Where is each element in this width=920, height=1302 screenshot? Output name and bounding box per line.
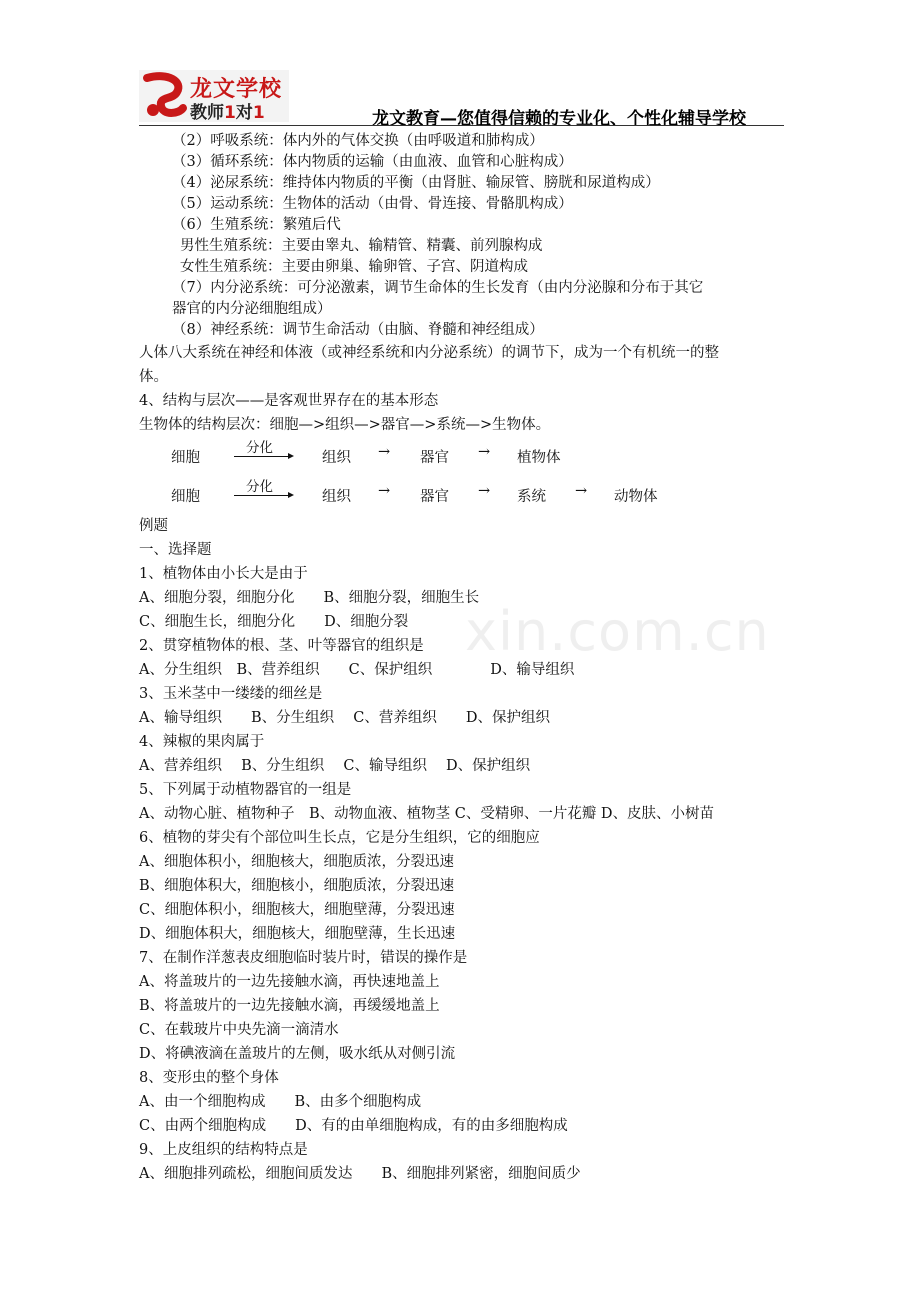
system-item: （8）神经系统：调节生命活动（由脑、脊髓和神经组成） <box>172 322 544 338</box>
question-line: 5、下列属于动植物器官的一组是 <box>139 782 352 798</box>
arrow-right-icon: → <box>378 444 391 460</box>
question-line: D、将碘液滴在盖玻片的左侧，吸水纸从对侧引流 <box>139 1046 456 1062</box>
arrow-right-icon: → <box>378 483 391 499</box>
arrow-right-icon: → <box>478 444 491 460</box>
system-subitem: 女性生殖系统：主要由卵巢、输卵管、子宫、阴道构成 <box>180 259 528 275</box>
question-line: A、将盖玻片的一边先接触水滴，再快速地盖上 <box>139 974 440 990</box>
diagram-node: 动物体 <box>614 489 658 505</box>
watermark: xin.com.cn <box>465 600 770 663</box>
page-header <box>0 0 920 130</box>
question-line: A、输导组织 B、分生组织 C、营养组织 D、保护组织 <box>139 710 550 726</box>
diagram-node: 器官 <box>420 450 449 466</box>
system-item: （6）生殖系统：繁殖后代 <box>172 217 341 233</box>
diagram-node: 细胞 <box>171 450 200 466</box>
question-line: A、细胞体积小，细胞核大，细胞质浓，分裂迅速 <box>139 854 454 870</box>
arrow-right-icon: → <box>575 483 588 499</box>
paragraph: 生物体的结构层次：细胞—>组织—>器官—>系统—>生物体。 <box>139 417 551 433</box>
question-line: 2、贯穿植物体的根、茎、叶等器官的组织是 <box>139 638 424 654</box>
question-line: B、将盖玻片的一边先接触水滴，再缓缓地盖上 <box>139 998 440 1014</box>
question-line: A、动物心脏、植物种子 B、动物血液、植物茎 C、受精卵、一片花瓣 D、皮肤、小树苗 <box>139 806 715 822</box>
diagram-node: 组织 <box>322 450 351 466</box>
section-heading: 4、结构与层次——是客观世界存在的基本形态 <box>139 393 439 409</box>
question-line: 3、玉米茎中一缕缕的细丝是 <box>139 686 323 702</box>
system-item: （3）循环系统：体内物质的运输（由血液、血管和心脏构成） <box>172 154 573 170</box>
question-line: 1、植物体由小长大是由于 <box>139 566 308 582</box>
question-line: B、细胞体积大，细胞核小，细胞质浓，分裂迅速 <box>139 878 455 894</box>
question-line: 9、上皮组织的结构特点是 <box>139 1142 308 1158</box>
paragraph: 体。 <box>139 369 168 385</box>
arrow-right-icon: → <box>478 483 491 499</box>
diagram-node: 系统 <box>517 489 546 505</box>
question-line: C、在载玻片中央先滴一滴清水 <box>139 1022 339 1038</box>
question-line: C、细胞生长，细胞分化 D、细胞分裂 <box>139 614 409 630</box>
diagram-arrow-line <box>234 495 290 496</box>
system-item: （7）内分泌系统：可分泌激素，调节生命体的生长发育（由内分泌腺和分布于其它 <box>172 280 704 296</box>
logo-name: 龙文学校 <box>190 77 283 102</box>
question-line: C、细胞体积小，细胞核大，细胞壁薄，分裂迅速 <box>139 902 455 918</box>
diagram-arrow-label: 分化 <box>246 440 273 456</box>
question-line: 例题 <box>139 518 168 534</box>
question-line: 6、植物的芽尖有个部位叫生长点，它是分生组织，它的细胞应 <box>139 830 540 846</box>
diagram-node: 细胞 <box>171 489 200 505</box>
question-line: 一、选择题 <box>139 542 212 558</box>
question-line: 4、辣椒的果肉属于 <box>139 734 265 750</box>
header-slogan: 龙文教育—您值得信赖的专业化、个性化辅导学校 <box>372 109 746 129</box>
paragraph: 人体八大系统在神经和体液（或神经系统和内分泌系统）的调节下，成为一个有机统一的整 <box>139 345 719 361</box>
arrow-right-icon <box>288 492 294 498</box>
system-subitem: 男性生殖系统：主要由睾丸、输精管、精囊、前列腺构成 <box>180 238 543 254</box>
system-item: （5）运动系统：生物体的活动（由骨、骨连接、骨骼肌构成） <box>172 196 573 212</box>
diagram-node: 组织 <box>322 489 351 505</box>
header-divider <box>139 125 784 126</box>
question-line: C、由两个细胞构成 D、有的由单细胞构成，有的由多细胞构成 <box>139 1118 568 1134</box>
diagram-arrow-line <box>234 456 290 457</box>
arrow-right-icon <box>288 453 294 459</box>
question-line: 7、在制作洋葱表皮细胞临时装片时，错误的操作是 <box>139 950 468 966</box>
system-item: （2）呼吸系统：体内外的气体交换（由呼吸道和肺构成） <box>172 133 544 149</box>
question-line: A、分生组织 B、营养组织 C、保护组织 D、输导组织 <box>139 662 575 678</box>
question-line: D、细胞体积大，细胞核大，细胞壁薄，生长迅速 <box>139 926 456 942</box>
question-line: 8、变形虫的整个身体 <box>139 1070 279 1086</box>
diagram-arrow-label: 分化 <box>246 479 273 495</box>
question-line: A、营养组织 B、分生组织 C、输导组织 D、保护组织 <box>139 758 531 774</box>
question-line: A、由一个细胞构成 B、由多个细胞构成 <box>139 1094 422 1110</box>
logo-subtitle: 教师1对1 <box>190 103 265 123</box>
diagram-node: 器官 <box>420 489 449 505</box>
question-line: A、细胞分裂，细胞分化 B、细胞分裂，细胞生长 <box>139 590 480 606</box>
system-item: （4）泌尿系统：维持体内物质的平衡（由肾脏、输尿管、膀胱和尿道构成） <box>172 175 660 191</box>
diagram-node: 植物体 <box>517 450 561 466</box>
question-line: A、细胞排列疏松，细胞间质发达 B、细胞排列紧密，细胞间质少 <box>139 1166 581 1182</box>
system-item-continued: 器官的内分泌细胞组成） <box>172 301 332 317</box>
